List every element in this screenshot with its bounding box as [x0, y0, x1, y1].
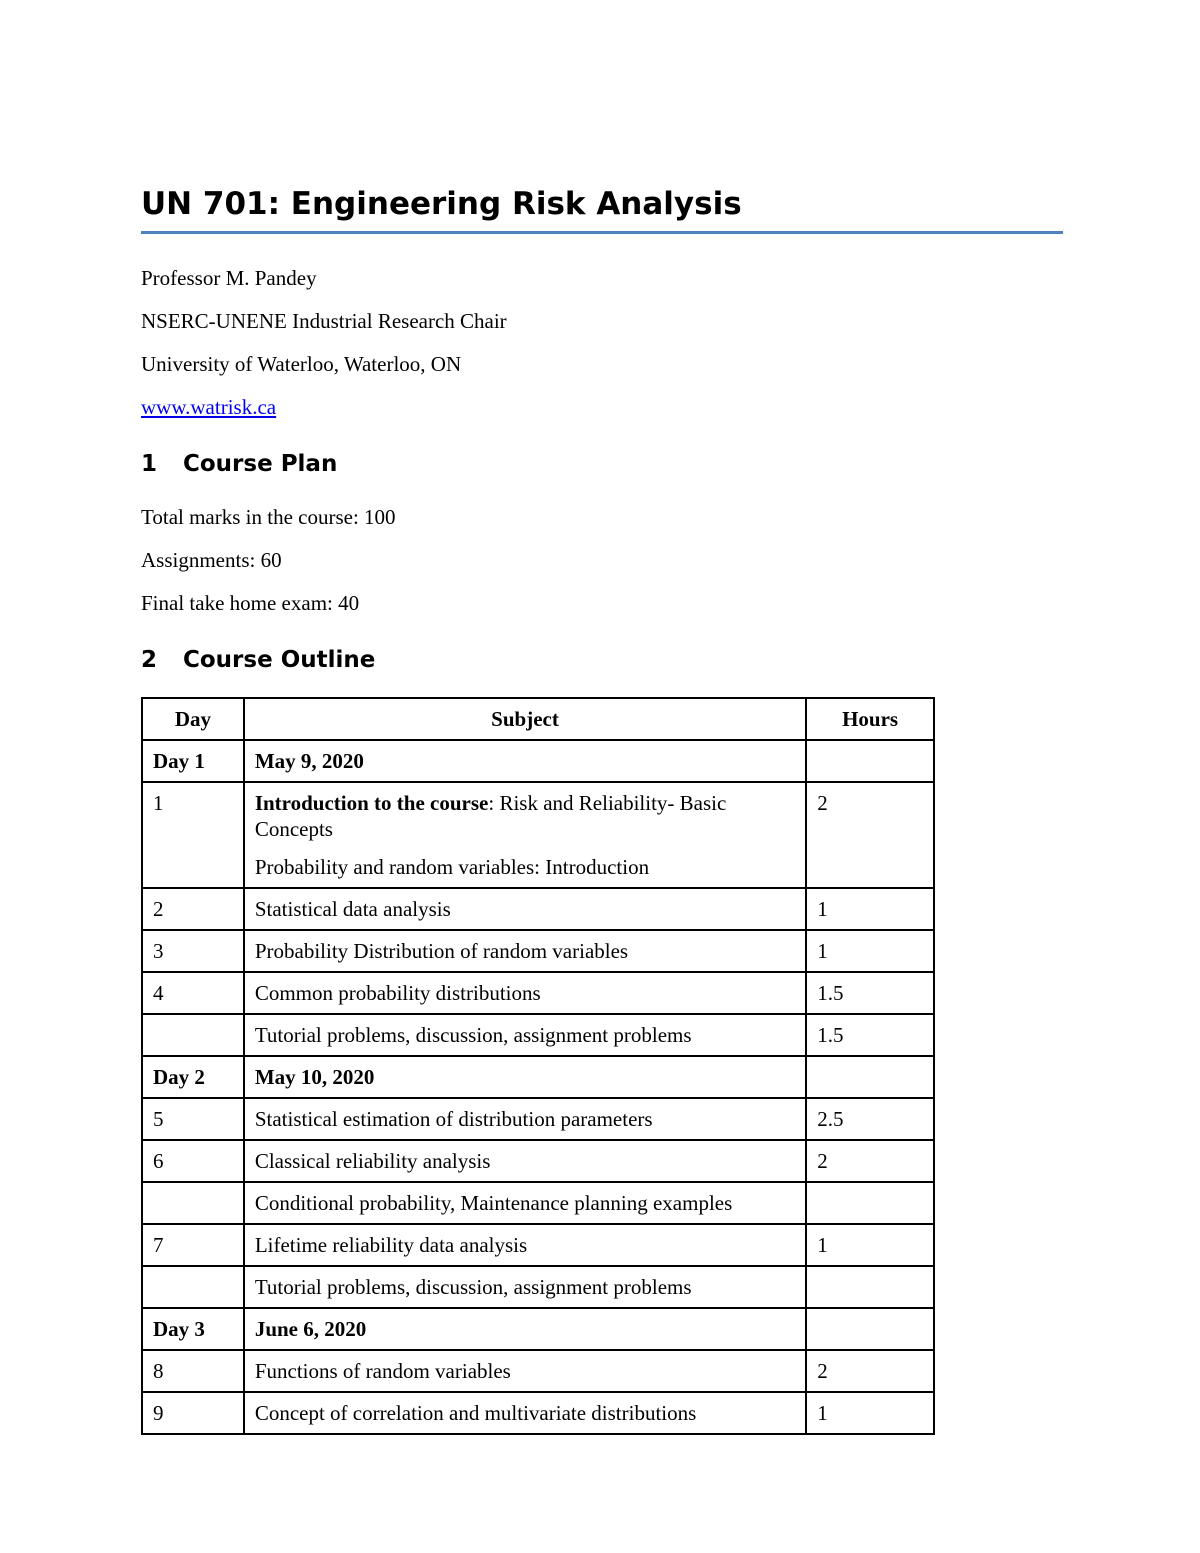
cell-subject: Functions of random variables	[244, 1350, 806, 1392]
course-outline-table	[141, 697, 935, 1435]
cell-subject: Conditional probability, Maintenance planning examples	[244, 1182, 806, 1224]
section-number: 2	[141, 647, 158, 673]
cell-hours: 2.5	[806, 1098, 934, 1140]
cell-hours: 1.5	[806, 1014, 934, 1056]
total-marks: Total marks in the course: 100	[141, 505, 396, 529]
cell-hours: 1	[806, 1392, 934, 1434]
table-row	[142, 1350, 934, 1392]
exam-marks: Final take home exam: 40	[141, 591, 360, 615]
table-row	[142, 972, 934, 1014]
cell-hours: 2	[806, 1350, 934, 1392]
cell-day: Day 1	[142, 740, 244, 782]
header-day: Day	[142, 698, 244, 740]
cell-subject: Statistical data analysis	[244, 888, 806, 930]
cell-hours: 1	[806, 1224, 934, 1266]
assignments-marks: Assignments: 60	[141, 548, 282, 572]
subject-extra-line: Probability and random variables: Introduction	[254, 855, 650, 879]
cell-hours	[806, 1182, 934, 1224]
cell-day: 8	[142, 1350, 244, 1392]
cell-hours: 1.5	[806, 972, 934, 1014]
cell-subject	[244, 782, 806, 888]
cell-subject: Lifetime reliability data analysis	[244, 1224, 806, 1266]
cell-subject: June 6, 2020	[244, 1308, 806, 1350]
website-link[interactable]: www.watrisk.ca	[141, 395, 277, 419]
cell-day: 6	[142, 1140, 244, 1182]
table-row	[142, 1224, 934, 1266]
cell-subject: Classical reliability analysis	[244, 1140, 806, 1182]
cell-day: Day 3	[142, 1308, 244, 1350]
table-row	[142, 1014, 934, 1056]
table-row	[142, 1182, 934, 1224]
cell-hours: 1	[806, 930, 934, 972]
cell-hours: 2	[806, 1140, 934, 1182]
cell-day	[142, 1266, 244, 1308]
cell-subject: Statistical estimation of distribution parameters	[244, 1098, 806, 1140]
section-number: 1	[141, 451, 158, 477]
cell-day: 2	[142, 888, 244, 930]
subject-text: : Risk and Reliability- Basic Concepts	[254, 791, 727, 841]
section-heading-course-plan	[141, 449, 337, 479]
section-title: Course Outline	[183, 647, 376, 673]
subject-lead: Introduction to the course	[254, 791, 489, 815]
table-row	[142, 1392, 934, 1434]
cell-hours	[806, 1308, 934, 1350]
table-row	[142, 1098, 934, 1140]
table-row	[142, 930, 934, 972]
table-row	[142, 1266, 934, 1308]
cell-subject: Tutorial problems, discussion, assignment problems	[244, 1014, 806, 1056]
table-row-day-heading	[142, 1056, 934, 1098]
cell-hours	[806, 1056, 934, 1098]
table-row	[142, 782, 934, 888]
professor-name: Professor M. Pandey	[141, 266, 317, 290]
cell-day	[142, 1014, 244, 1056]
cell-day: 1	[142, 782, 244, 888]
cell-day: 3	[142, 930, 244, 972]
table-row-day-heading	[142, 740, 934, 782]
cell-hours	[806, 1266, 934, 1308]
cell-hours: 2	[806, 782, 934, 888]
cell-subject: May 9, 2020	[244, 740, 806, 782]
cell-day: 9	[142, 1392, 244, 1434]
website-line	[141, 394, 276, 420]
table-row	[142, 888, 934, 930]
section-title: Course Plan	[183, 451, 338, 477]
cell-subject: Concept of correlation and multivariate distributions	[244, 1392, 806, 1434]
cell-hours	[806, 740, 934, 782]
title-underline	[141, 231, 1063, 234]
cell-day	[142, 1182, 244, 1224]
research-chair: NSERC-UNENE Industrial Research Chair	[141, 309, 507, 333]
document-title: UN 701: Engineering Risk Analysis	[141, 186, 742, 222]
table-row	[142, 1140, 934, 1182]
cell-subject: Tutorial problems, discussion, assignment problems	[244, 1266, 806, 1308]
cell-subject: Probability Distribution of random variables	[244, 930, 806, 972]
table-row-day-heading	[142, 1308, 934, 1350]
cell-subject: Common probability distributions	[244, 972, 806, 1014]
cell-day: 7	[142, 1224, 244, 1266]
cell-day: 5	[142, 1098, 244, 1140]
cell-subject: May 10, 2020	[244, 1056, 806, 1098]
subject-main-line	[255, 790, 795, 842]
section-heading-course-outline	[141, 645, 375, 675]
header-hours: Hours	[806, 698, 934, 740]
cell-day: Day 2	[142, 1056, 244, 1098]
cell-hours: 1	[806, 888, 934, 930]
university-address: University of Waterloo, Waterloo, ON	[141, 352, 462, 376]
table-header-row	[142, 698, 934, 740]
header-subject: Subject	[244, 698, 806, 740]
cell-day: 4	[142, 972, 244, 1014]
